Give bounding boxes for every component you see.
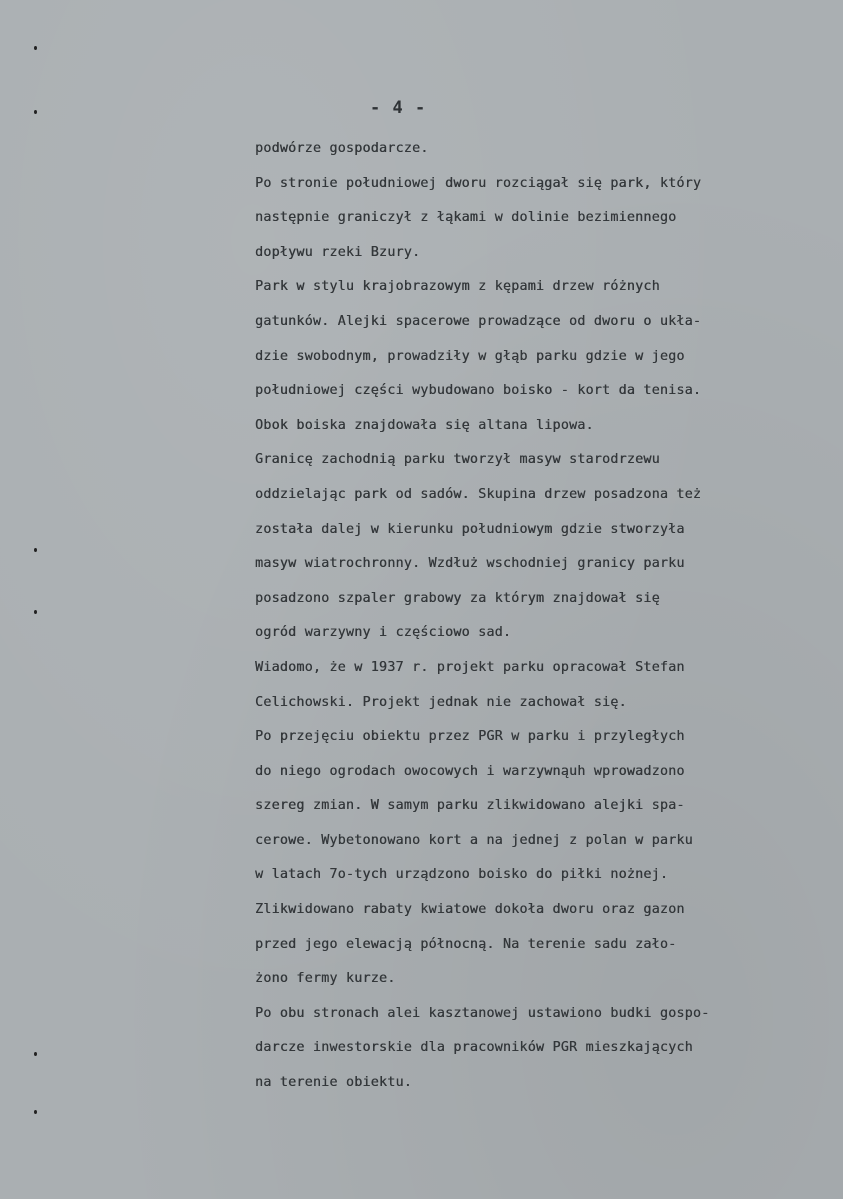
- binder-hole-mark: [34, 610, 37, 614]
- text-line: dzie swobodnym, prowadziły w głąb parku gdzie w jego: [255, 348, 685, 364]
- binder-hole-mark: [34, 1110, 37, 1114]
- text-line: została dalej w kierunku południowym gdzie stworzyła: [255, 521, 685, 537]
- text-line: Park w stylu krajobrazowym z kępami drzew różnych: [255, 279, 660, 295]
- binder-hole-mark: [34, 1052, 37, 1056]
- binder-hole-mark: [34, 110, 37, 114]
- text-line: Po obu stronach alei kasztanowej ustawiono budki gospo-: [255, 1005, 710, 1021]
- text-line: do niego ogrodach owocowych i warzywnąuh wprowadzono: [255, 763, 685, 779]
- binder-hole-mark: [34, 46, 37, 50]
- text-line: posadzono szpaler grabowy za którym znajdował się: [255, 590, 660, 606]
- text-line: na terenie obiektu.: [255, 1075, 412, 1091]
- text-line: następnie graniczył z łąkami w dolinie bezimiennego: [255, 210, 677, 226]
- text-line: Wiadomo, że w 1937 r. projekt parku opracował Stefan: [255, 659, 685, 675]
- text-line: dopływu rzeki Bzury.: [255, 244, 421, 260]
- text-line: żono fermy kurze.: [255, 971, 396, 987]
- text-line: cerowe. Wybetonowano kort a na jednej z polan w parku: [255, 832, 693, 848]
- text-line: darcze inwestorskie dla pracowników PGR mieszkających: [255, 1040, 693, 1056]
- text-line: Po stronie południowej dworu rozciągał się park, który: [255, 175, 702, 191]
- text-line: szereg zmian. W samym parku zlikwidowano alejki spa-: [255, 798, 685, 814]
- text-line: Po przejęciu obiektu przez PGR w parku i przyległych: [255, 729, 685, 745]
- text-line: Obok boiska znajdowała się altana lipowa.: [255, 417, 594, 433]
- text-line: gatunków. Alejki spacerowe prowadzące od dworu o ukła-: [255, 313, 702, 329]
- text-line: ogród warzywny i częściowo sad.: [255, 625, 512, 641]
- text-line: Celichowski. Projekt jednak nie zachował się.: [255, 694, 627, 710]
- text-line: masyw wiatrochronny. Wzdłuż wschodniej granicy parku: [255, 556, 685, 572]
- text-line: przed jego elewacją północną. Na terenie sadu zało-: [255, 936, 677, 952]
- text-line: w latach 7o-tych urządzono boisko do piłki nożnej.: [255, 867, 669, 883]
- binder-hole-mark: [34, 548, 37, 552]
- body-text: [255, 132, 835, 1101]
- text-line: południowej części wybudowano boisko - kort da tenisa.: [255, 383, 702, 399]
- text-line: Granicę zachodnią parku tworzył masyw starodrzewu: [255, 452, 660, 468]
- text-line: oddzielając park od sadów. Skupina drzew posadzona też: [255, 486, 702, 502]
- text-line: Zlikwidowano rabaty kwiatowe dokoła dworu oraz gazon: [255, 902, 685, 918]
- page-number: - 4 -: [370, 98, 427, 118]
- text-line: podwórze gospodarcze.: [255, 141, 429, 156]
